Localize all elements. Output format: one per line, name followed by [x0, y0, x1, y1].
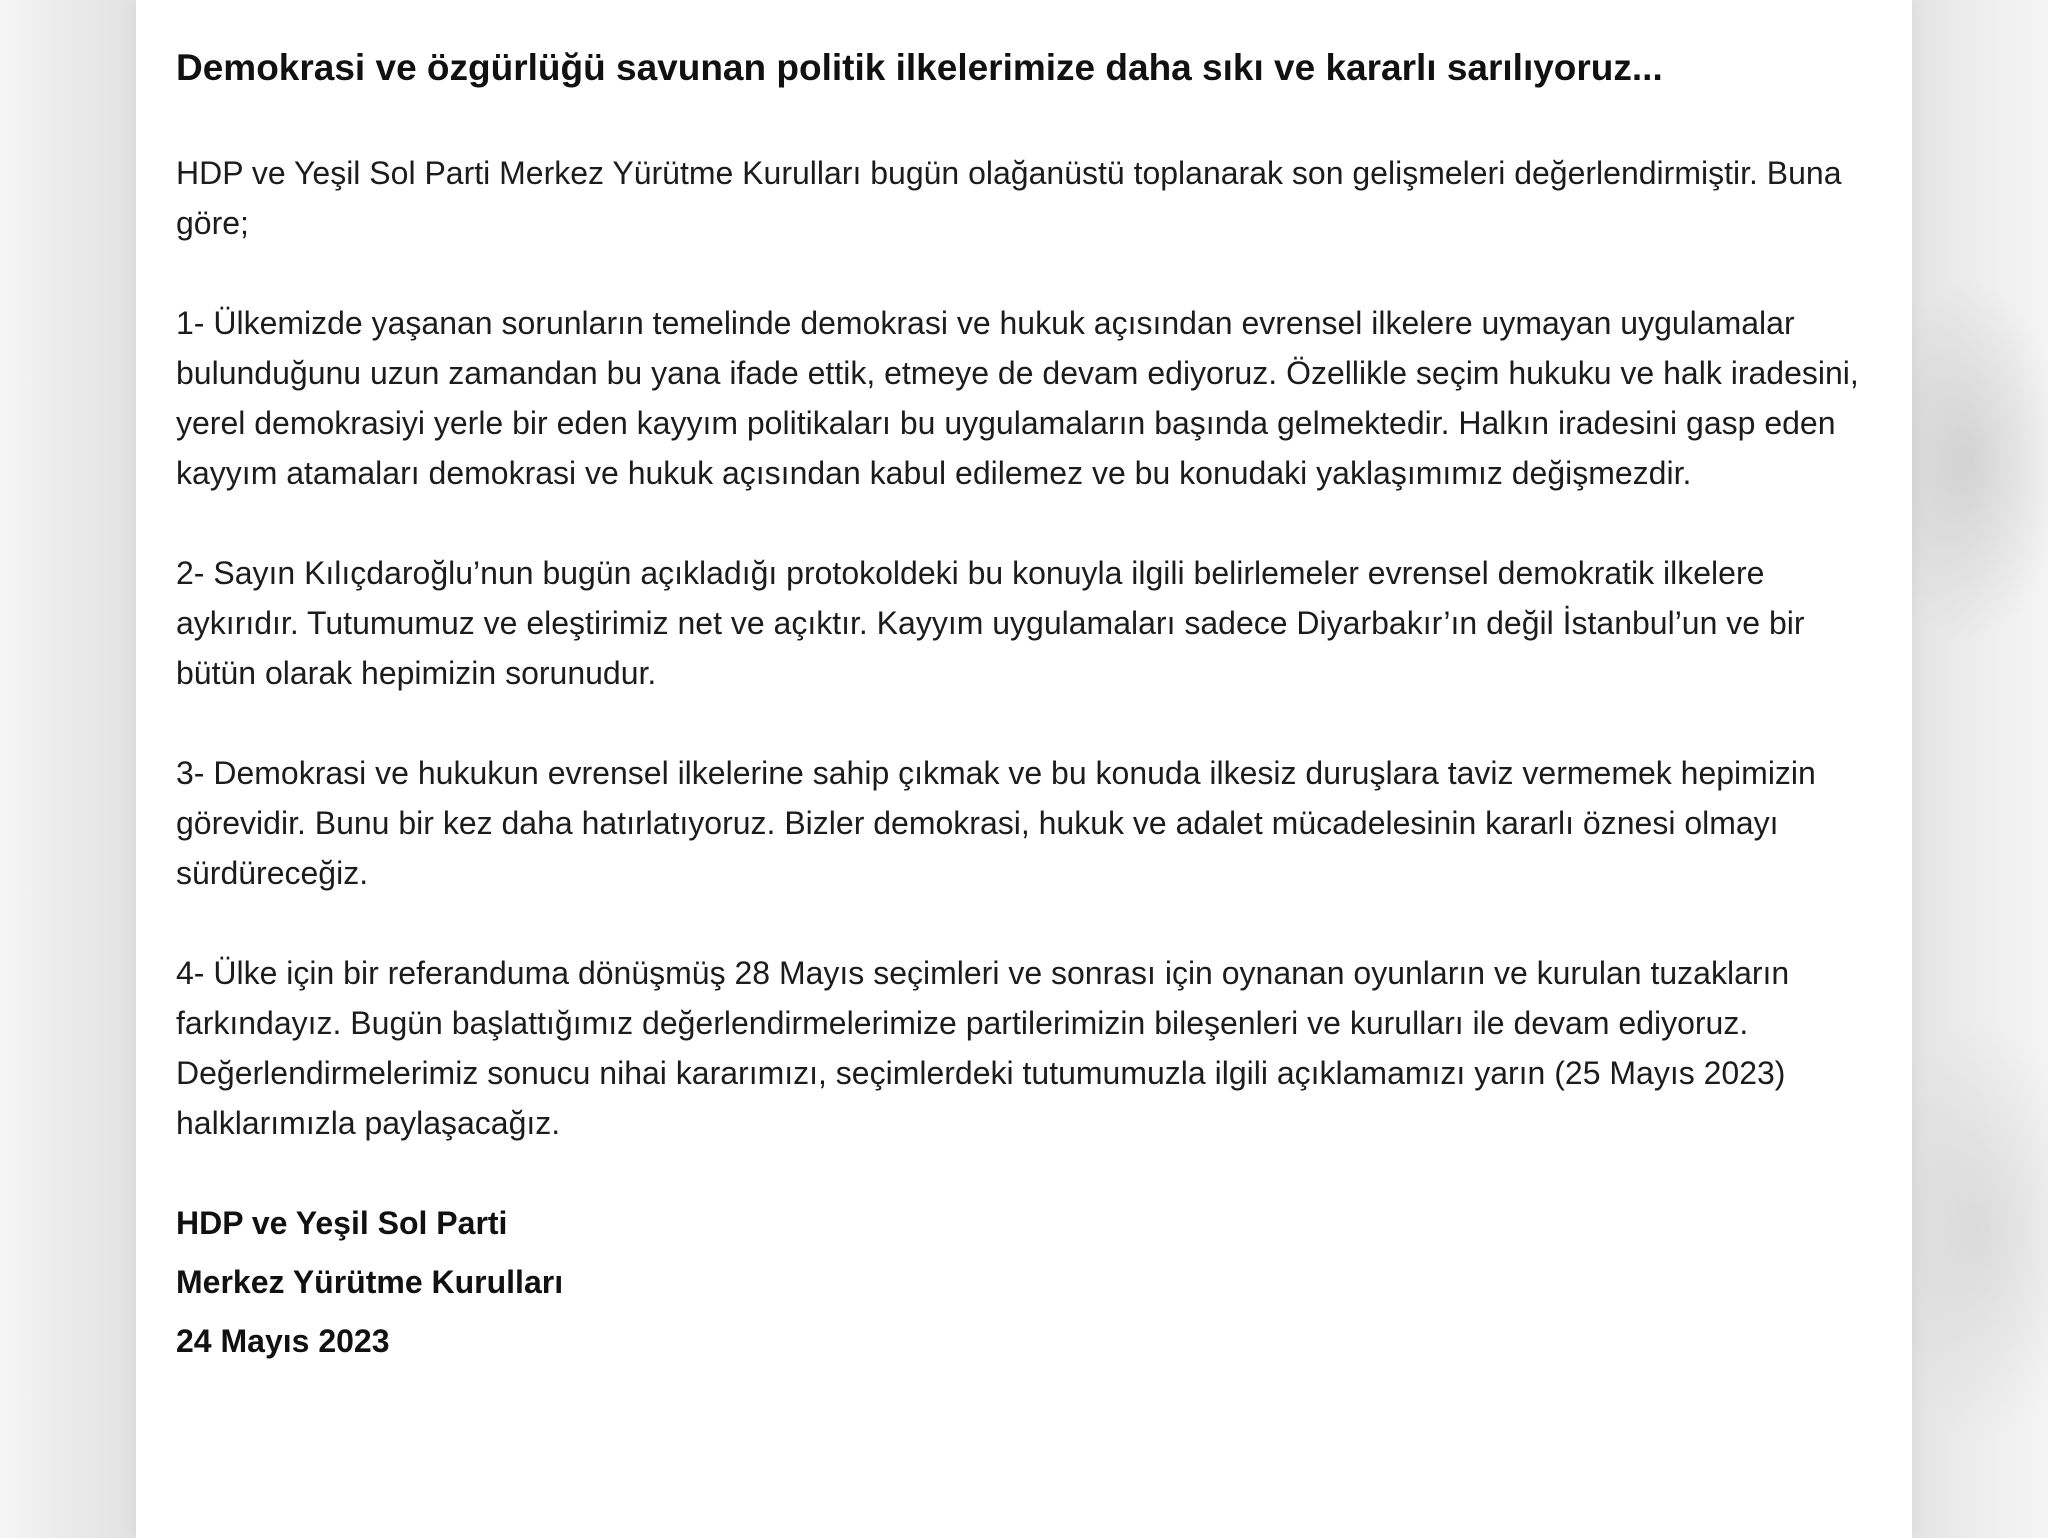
signature-block [176, 1194, 1876, 1371]
point-1-paragraph: 1- Ülkemizde yaşanan sorunların temelinde demokrasi ve hukuk açısından evrensel ilkelere uymayan uygulamalar bulunduğunu uzun zamandan bu yana ifade ettik, etmeye de devam ediyoruz. Özellikle seçim hukuku ve halk iradesini, yerel demokrasiyi yerle bir eden kayyım politikaları bu uygulamaların başında gelmektedir. Halkın iradesini gasp eden kayyım atamaları demokrasi ve hukuk açısından kabul edilemez ve bu konudaki yaklaşımımız değişmezdir. [176, 305, 1859, 491]
point-4-paragraph: 4- Ülke için bir referanduma dönüşmüş 28 Mayıs seçimleri ve sonrası için oynanan oyunların ve kurulan tuzakların farkındayız. Bugün başlattığımız değerlendirmelerimize partilerimizin bileşenleri ve kurulları ile devam ediyoruz. Değerlendirmelerimiz sonucu nihai kararımızı, seçimlerdeki tutumumuzla ilgili açıklamamızı yarın (25 Mayıs 2023) halklarımızla paylaşacağız. [176, 955, 1790, 1141]
intro-paragraph: HDP ve Yeşil Sol Parti Merkez Yürütme Kurulları bugün olağanüstü toplanarak son gelişmeleri değerlendirmiştir. Buna göre; [176, 155, 1842, 241]
background-left [0, 0, 136, 1538]
document-title: Demokrasi ve özgürlüğü savunan politik ilkelerimize daha sıkı ve kararlı sarılıyoruz... [176, 47, 1663, 88]
point-3-paragraph: 3- Demokrasi ve hukukun evrensel ilkelerine sahip çıkmak ve bu konuda ilkesiz duruşlara taviz vermemek hepimizin görevidir. Bunu bir kez daha hatırlatıyoruz. Bizler demokrasi, hukuk ve adalet mücadelesinin kararlı öznesi olmayı sürdüreceğiz. [176, 755, 1816, 891]
document-content [176, 32, 1876, 1371]
signature-date: 24 Mayıs 2023 [176, 1323, 390, 1359]
point-2-paragraph: 2- Sayın Kılıçdaroğlu’nun bugün açıkladığı protokoldeki bu konuyla ilgili belirlemeler evrensel demokratik ilkelere aykırıdır. Tutumumuz ve eleştirimiz net ve açıktır. Kayyım uygulamaları sadece Diyarbakır’ın değil İstanbul’un ve bir bütün olarak hepimizin sorunudur. [176, 555, 1805, 691]
document-sheet [136, 0, 1912, 1538]
signature-body: Merkez Yürütme Kurulları [176, 1264, 564, 1300]
background-right [1912, 0, 2048, 1538]
signature-org: HDP ve Yeşil Sol Parti [176, 1205, 508, 1241]
